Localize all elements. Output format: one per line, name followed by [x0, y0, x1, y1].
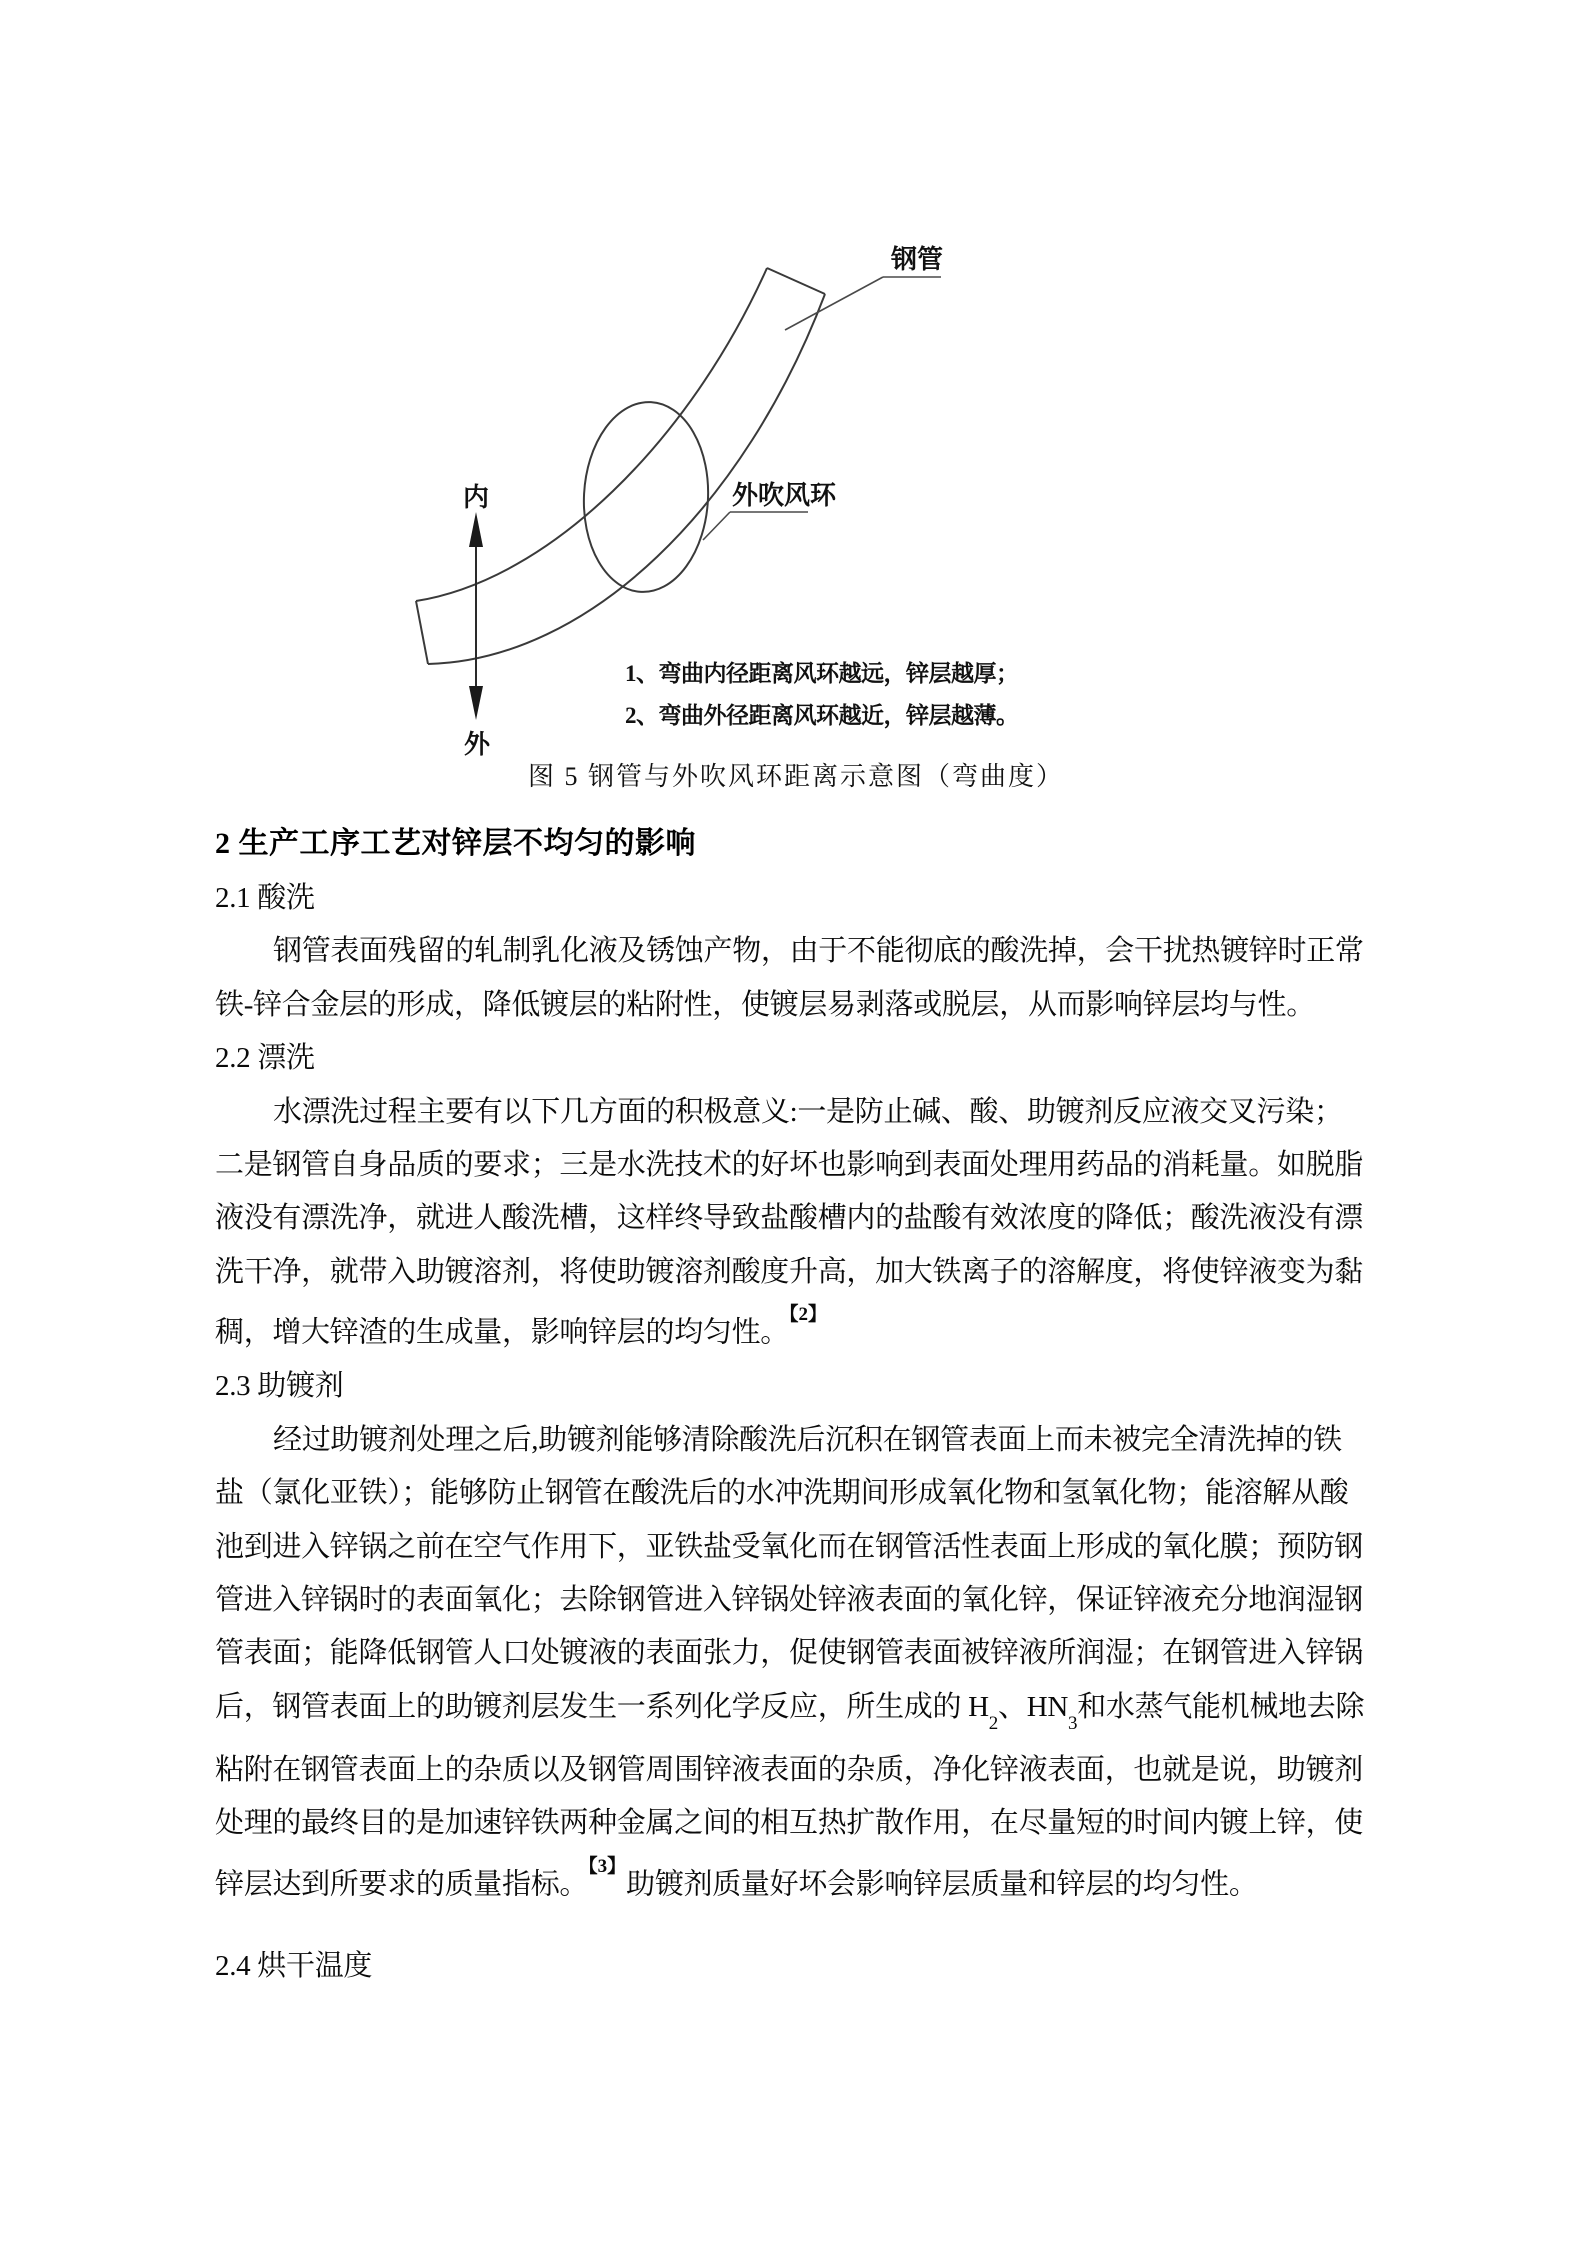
body-line: 铁-锌合金层的形成，降低镀层的粘附性，使镀层易剥落或脱层，从而影响锌层均与性。: [215, 988, 1315, 1021]
body-line: 经过助镀剂处理之后,助镀剂能够清除酸洗后沉积在钢管表面上而未被完全清洗掉的铁: [273, 1423, 1342, 1456]
inner-side-label: 内: [462, 483, 490, 512]
body-line: 池到进入锌锅之前在空气作用下，亚铁盐受氧化而在钢管活性表面上形成的氧化膜；预防钢: [215, 1530, 1364, 1563]
pipe-right-endcap: [767, 268, 825, 294]
pipe-label: 钢管: [891, 245, 944, 274]
body-text: [215, 872, 1380, 1993]
body-line: 管进入锌锅时的表面氧化；去除钢管进入锌锅处锌液表面的氧化锌，保证锌液充分地润湿钢: [215, 1583, 1364, 1616]
body-line-text: 和水蒸气能机械地去除: [1077, 1690, 1365, 1723]
section-title-2-3: 2.3 助镀剂: [215, 1370, 344, 1403]
subscript-h2: 2: [988, 1712, 998, 1734]
section-heading: 2 生产工序工艺对锌层不均匀的影响: [215, 827, 696, 860]
body-line-with-citation: [215, 1851, 1380, 1912]
figure-note-2: 2、弯曲外径距离风环越近，锌层越薄。: [625, 703, 1019, 728]
direction-arrow: [469, 512, 483, 720]
body-line-text: 、HN: [998, 1690, 1068, 1723]
section-title-2-4: 2.4 烘干温度: [215, 1949, 373, 1982]
body-line-with-citation: [215, 1299, 1380, 1360]
citation-ref-3: 【3】: [588, 1855, 627, 1877]
arrowhead-down: [469, 686, 483, 720]
pipe-leader-line: [785, 277, 941, 330]
body-line: 处理的最终目的是加速锌铁两种金属之间的相互热扩散作用，在尽量短的时间内镀上锌，使: [215, 1807, 1364, 1840]
outer-side-label: 外: [463, 730, 491, 759]
body-line: 二是钢管自身品质的要求；三是水洗技术的好坏也影响到表面处理用药品的消耗量。如脱脂: [215, 1149, 1364, 1182]
body-line-text: 稠，增大锌渣的生成量，影响锌层的均匀性。: [215, 1316, 790, 1349]
body-line: 液没有漂洗净，就进人酸洗槽，这样终导致盐酸槽内的盐酸有效浓度的降低；酸洗液没有漂: [215, 1202, 1364, 1235]
figure-note-1: 1、弯曲内径距离风环越远，锌层越厚；: [625, 661, 1019, 686]
citation-ref-2: 【2】: [789, 1304, 828, 1326]
body-line: 钢管表面残留的轧制乳化液及锈蚀产物，由于不能彻底的酸洗掉，会干扰热镀锌时正常: [273, 935, 1364, 968]
body-line: 管表面；能降低钢管人口处镀液的表面张力，促使钢管表面被锌液所润湿；在钢管进入锌锅: [215, 1637, 1364, 1670]
body-line-text: 后，钢管表面上的助镀剂层发生一系列化学反应，所生成的 H: [215, 1690, 989, 1723]
figure-caption: 图 5 钢管与外吹风环距离示意图（弯曲度）: [528, 762, 1065, 791]
body-line: 盐（氯化亚铁）；能够防止钢管在酸洗后的水冲洗期间形成氧化物和氢氧化物；能溶解从酸: [215, 1477, 1349, 1510]
body-line: 洗干净，就带入助镀溶剂，将使助镀溶剂酸度升高，加大铁离子的溶解度，将使锌液变为黏: [215, 1255, 1364, 1288]
ring-leader-line: [703, 512, 808, 540]
section-title-2-1: 2.1 酸洗: [215, 882, 315, 914]
steel-pipe-outline: [416, 268, 825, 664]
body-line-text: 锌层达到所要求的质量指标。: [215, 1868, 589, 1901]
arrowhead-up: [469, 512, 483, 547]
body-line: 水漂洗过程主要有以下几方面的积极意义:一是防止碱、酸、助镀剂反应液交叉污染；: [273, 1095, 1343, 1128]
section-title-2-2: 2.2 漂洗: [215, 1042, 315, 1075]
pipe-upper-edge: [416, 268, 767, 601]
body-line-text: 助镀剂质量好坏会影响锌层质量和锌层的均匀性。: [626, 1868, 1258, 1901]
body-line-with-formula: [215, 1681, 1380, 1744]
ring-label: 外吹风环: [732, 481, 837, 510]
body-line: 粘附在钢管表面上的杂质以及钢管周围锌液表面的杂质，净化锌液表面，也就是说，助镀剂: [215, 1753, 1364, 1786]
subscript-hn3: 3: [1068, 1712, 1078, 1734]
pipe-left-endcap: [416, 601, 428, 664]
